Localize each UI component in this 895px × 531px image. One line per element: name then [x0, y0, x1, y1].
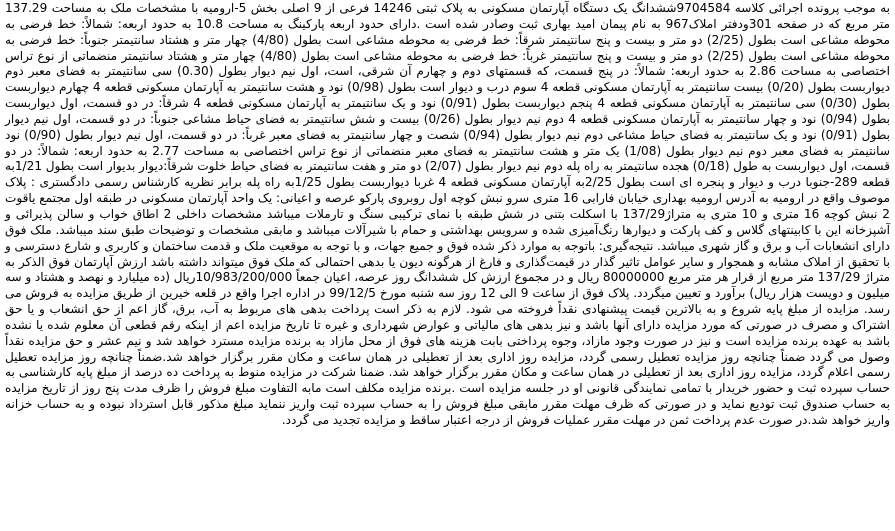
auction-notice-text: به موجب پرونده اجرائی کلاسه 9704584ششدانگ یک دستگاه آپارتمان مسکونی به پلاک ثبتی 14246 فرعی از 9 اصلی بخش 5-ارومیه با مشخصات ملک به مساحت 137.29 متر مربع که در صفحه 301ودفتر املاک967 به نام پیمان امید بهاری ثبت وصادر شده است .دارای حدود اربعه پارکینگ به مساحت 10.8 به حدود اربعه: شمالاً: خط فرضی به محوطه مشاعی است بطول (2/25) دو متر و بیست و پنج سانتیمتر شرقاً: خط فرضی به محوطه مشاعی است بطول (4/80) چهار متر و هشتاد سانتیمتر جنوباً: خط فرضی به محوطه مشاعی است بطول (2/25) دو متر و بیست و پنج سانتیمتر غرباً: خط فرضی به محوطه مشاعی است بطول (4/80) چهار متر و هشتاد سانتیمتر منضماتی از نوع تراس اختصاصی به مساحت 2.86 به حدود اربعه: شمالاً: در پنج قسمت، که قسمتهای دوم و چهارم آن شرقی، است، اول نیم دیوار بطول (0.30) سی سانتیمتر به فضای معبر دوم دیواربست بطول (0/20) بیست سانتیمتر به آپارتمان مسکونی قطعه 4 سوم درب و دیوار است بطول (0/98) نود و هشت سانتیمتر به آپارتمان مسکونی قطعه 4 چهارم دیواربست بطول (0/30) سی سانتیمتر به آپارتمان مسکونی قطعه 4 پنجم دیواربست بطول (0/91) نود و یک سانتیمتر به آپارتمان مسکونی قطعه 4 شرقاً: در دو قسمت، اول دیواربست بطول (0/94) نود و چهار سانتیمتر به آپارتمان مسکونی قطعه 4 دوم نیم دیوار بطول (0/26) بیست و شش سانتیمتر به فضای حیاط مشاعی جنوباً: در دو قسمت، اول نیم دیوار بطول (0/91) نود و یک سانتیمتر به فضای حیاط مشاعی دوم نیم دیوار بطول (0/94) شصت و چهار سانتیمتر به فضای معبر غرباً: در دو قسمت، اول نیم دیوار بطول (0/90) نود سانتیمتر به فضای معبر دوم نیم دیوار بطول (1/08) یک متر و هشت سانتیمتر به فضای معبر منضماتی از نوع تراس اختصاصی به مساحت 2.77 به حدود اربعه: شمالاً: در دو قسمت، اول دیواربست به طول (0/18) هجده سانتیمتر به راه پله دوم نیم دیوار بطول (2/07) دو متر و هفت سانتیمتر به فضای حیاط خلوت شرقاً:دیوار بدیوار است بطول 1/21به قطعه 289-جنوبا درب و دیوار و پنجره ای است بطول 2/25به آپارتمان مسکونی قطعه 4 غربا دیواربست بطول 1/25به راه پله برابر نظریه کارشناس رسمی دادگستری : پلاک موصوف واقع در ارومیه به آدرس ارومیه بهداری خیابان فارابی 16 متری سرو نبش کوچه اول روبروی پارکو عرصه و اعیانی: یک واحد آپارتمان مسکونی در طبقه اول مجتمع یاقوت 2 نبش کوچه 16 متری و 10 متری به متراژ137/29 با اسکلت بتنی در شش طبقه با نمای ترکیبی سنگ و تارملات میباشد مشخصات داخلی 2 اطاق خواب و سالن پذیرائی و آشپزخانه این با کابینتهای گلاس و کف پارکت و دیوارها رنگ‌آمیزی شده و سرویس بهداشتی و حمام با شیرآلات میباشد و مابقی مشخصات و توضیحات طبق سند میباشد. ملک فوق دارای انشعابات آب و برق و گاز شهری میباشد. نتیجه‌گیری: باتوجه به موارد ذکر شده فوق و جمیع جهات، و با توجه به موقعیت ملک و قدمت ساختمان و کاربری و شارع دسترسی و با تحقیق از املاک مشابه و همجوار و سایر عوامل تاثیر گذار در قیمت‌گذاری و فارغ از هرگونه دیون یا بدهی احتمالی که ملک فوق میتواند داشته باشد ارزش آپارتمان فوق الذکر به متراژ 137/29 متر مربع از قرار هر متر مربع 80000000 ریال و در مجموع ارزش کل ششدانگ روز عرصه، اعیان جمعاً 10/983/200/000ریال (ده میلیارد و نهصد و هشتاد و سه میلیون و دویست هزار ریال) برآورد و تعیین میگردد. پلاک فوق از ساعت 9 الی 12 روز سه شنبه مورخ 99/12/5 در اداره اجرا واقع در قلعه خیرین از طریق مزایده به فروش می رسد. مزایده از مبلغ پایه شروع و به بالاترین قیمت پیشنهادی نقداً فروخته می شود. لازم به ذکر است پرداخت بدهی های مربوط به آب، برق، گاز اعم از حق انشعاب و یا حق اشتراک و مصرف در صورتی که مورد مزایده دارای آنها باشد و نیز بدهی های مالیاتی و عوارض شهرداری و غیره تا تاریخ مزایده اعم از اینکه رقم قطعی آن معلوم شده یا نشده باشد به عهده برنده مزایده است و نیز در صورت وجود مازاد، وجوه پرداختی بابت هزینه های فوق از محل مازاد به برنده مزایده مسترد خواهد شد و نیم عشر و حق مزایده نقداً وصول می گردد ضمناً چنانچه روز مزایده تعطیل رسمی گردد، مزایده روز اداری بعد از تعطیلی در همان ساعت و مکان مقرر برگزار خواهد شد.ضمناً چنانچه روز مزایده تعطیل رسمی اعلام گردد، مزایده روز اداری بعد از تعطیلی در همان ساعت و مکان مقرر برگزار خواهد شد. ضمنا شرکت در مزایده منوط به پرداخت ده درصد از مبلغ پایه کارشناسی به حساب سپرده ثبت و حضور خریدار با تمامی نمایندگی قانونی او در جلسه مزایده است .برنده مزایده مکلف است مابه التفاوت مبلغ فروش را ظرف مدت پنج روز از تاریخ مزایده به حساب صندوق ثبت تودیع نماید و در صورتی که ظرف مهلت مقرر مابقی مبلغ فروش را به حساب سپرده ثبت واریز ننماید مبلغ مذکور قابل استرداد نبوده و به حساب خزانه واریز خواهد شد.در صورت عدم پرداخت ثمن در مهلت مقرر عملیات فروش از درجه اعتبار ساقط و مزایده تجدید می گردد. — [5, 1, 891, 427]
